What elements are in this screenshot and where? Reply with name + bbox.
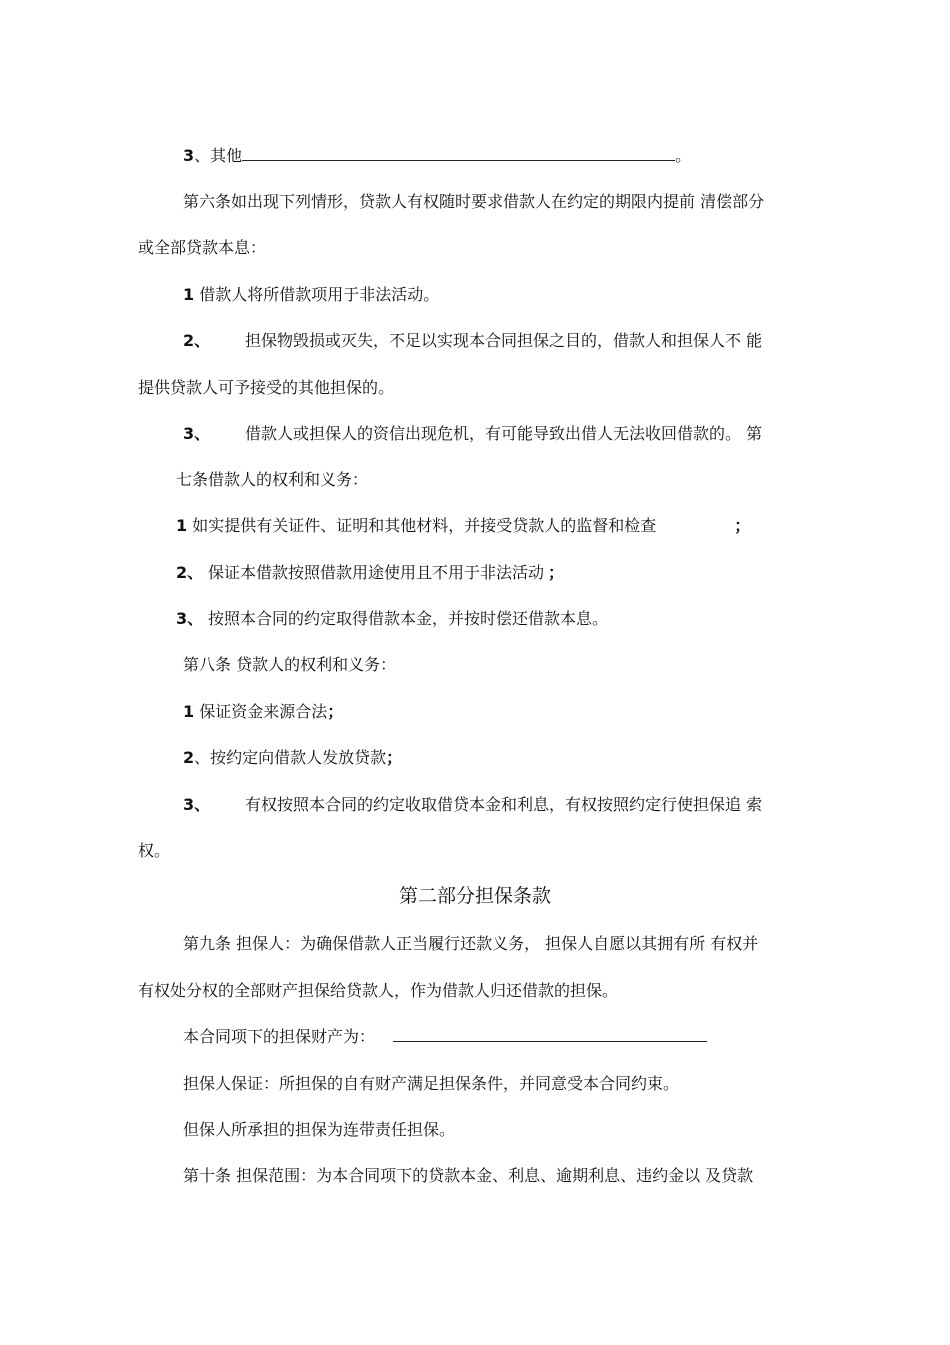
item-text: 保证本借款按照借款用途使用且不用于非法活动 <box>208 563 545 582</box>
article-8-item-3-cont: 权。 <box>138 841 171 860</box>
item-text: 有权按照本合同的约定收取借贷本金和利息，有权按照约定行使担保追 索 <box>245 795 763 814</box>
item-end: 。 <box>675 146 692 165</box>
article-7-item-1 <box>176 516 750 536</box>
item-number: 1 <box>183 702 195 721</box>
article-9-text-cont: 有权处分权的全部财产担保给贷款人，作为借款人归还借款的担保。 <box>138 981 619 1000</box>
item-number: 2 <box>183 748 195 767</box>
item-number: 1 <box>183 285 195 304</box>
item-text: 借款人将所借款项用于非法活动。 <box>194 285 440 304</box>
clause-5-item-3 <box>183 146 691 166</box>
joint-liability-statement: 但保人所承担的担保为连带责任担保。 <box>183 1120 456 1139</box>
item-number: 3 <box>183 146 195 165</box>
item-text: 按照本合同的约定取得借款本金，并按时偿还借款本息。 <box>208 609 609 628</box>
item-text: 担保物毁损或灭失，不足以实现本合同担保之目的，借款人和担保人不 能 <box>245 331 763 350</box>
article-6-item-2-cont: 提供贷款人可予接受的其他担保的。 <box>138 378 395 397</box>
item-number: 3、 <box>176 609 204 628</box>
article-8-item-1 <box>183 702 343 722</box>
item-end: ； <box>386 748 403 767</box>
collateral-line <box>183 1027 707 1047</box>
article-6-item-1 <box>183 285 439 305</box>
item-text: 借款人或担保人的资信出现危机，有可能导致出借人无法收回借款的。 第 <box>245 424 763 443</box>
section-heading: 第二部分担保条款 <box>398 885 551 907</box>
collateral-blank-line[interactable] <box>393 1027 707 1042</box>
item-number: 2、 <box>183 331 211 350</box>
item-text: 保证资金来源合法 <box>194 702 328 721</box>
article-7-item-2 <box>176 563 564 583</box>
article-8-item-3 <box>183 795 762 815</box>
collateral-label: 本合同项下的担保财产为： <box>183 1027 376 1046</box>
item-number: 3、 <box>183 424 211 443</box>
article-7-title: 七条借款人的权利和义务： <box>176 470 369 489</box>
item-end: ； <box>327 702 344 721</box>
item-end: ； <box>734 516 751 535</box>
article-6-text-cont: 或全部贷款本息： <box>138 238 267 257</box>
item-text: 如实提供有关证件、证明和其他材料，并接受贷款人的监督和检查 <box>187 516 657 535</box>
article-9-text: 第九条 担保人：为确保借款人正当履行还款义务， 担保人自愿以其拥有所 有权并 <box>183 934 759 953</box>
item-end: ； <box>548 563 565 582</box>
item-text: 、按约定向借款人发放贷款 <box>194 748 387 767</box>
article-6-text: 第六条如出现下列情形，贷款人有权随时要求借款人在约定的期限内提前 清偿部分 <box>183 192 765 211</box>
article-8-title: 第八条 贷款人的权利和义务： <box>183 655 397 674</box>
guarantor-assurance: 担保人保证：所担保的自有财产满足担保条件，并同意受本合同约束。 <box>183 1074 680 1093</box>
item-number: 2、 <box>176 563 204 582</box>
item-number: 1 <box>176 516 188 535</box>
item-number: 3、 <box>183 795 211 814</box>
article-6-item-2 <box>183 331 762 351</box>
item-text: 、其他 <box>194 146 243 165</box>
article-8-item-2 <box>183 748 402 768</box>
fill-in-blank-line[interactable] <box>242 146 675 161</box>
article-6-item-3 <box>183 424 762 444</box>
article-10-text: 第十条 担保范围：为本合同项下的贷款本金、利息、逾期利息、违约金以 及贷款 <box>183 1166 754 1185</box>
article-7-item-3 <box>176 609 608 629</box>
